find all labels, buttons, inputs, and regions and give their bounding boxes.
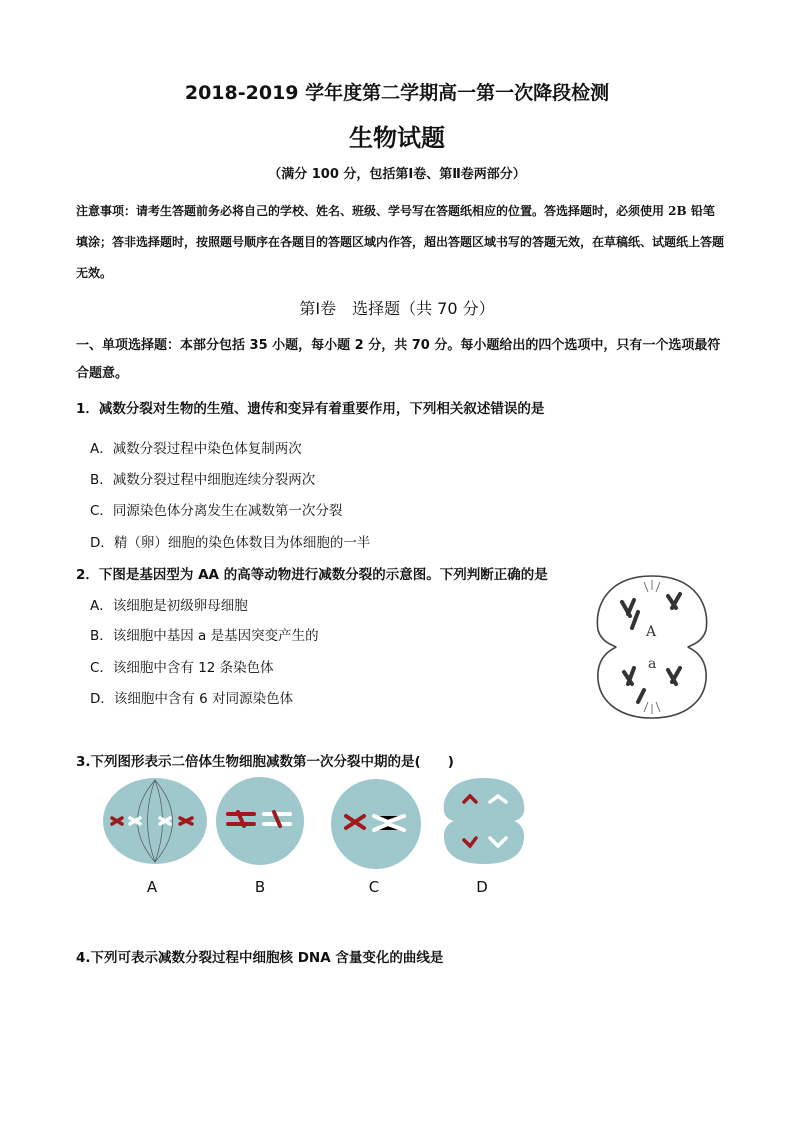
- question-3-stem: 3.下列图形表示二倍体生物细胞减数第一次分裂中期的是( ): [76, 754, 454, 770]
- q3-label-b: B: [254, 878, 266, 896]
- subject-title: 生物试题: [349, 124, 445, 152]
- q3-cell-figure-a: [100, 776, 210, 866]
- q3-cell-figure-b: [210, 776, 310, 866]
- question-2-option-c: C．该细胞中含有 12 条染色体: [90, 660, 274, 676]
- question-4-stem: 4.下列可表示减数分裂过程中细胞核 DNA 含量变化的曲线是: [76, 950, 444, 966]
- gene-label-a: a: [648, 656, 657, 672]
- question-1-option-d: D．精（卵）细胞的染色体数目为体细胞的一半: [90, 535, 371, 551]
- notice-text: 注意事项：请考生答题前务必将自己的学校、姓名、班级、学号写在答题纸相应的位置。答选择题时，必须使用 2B 铅笔填涂；答非选择题时，按照题号顺序在各题目的答题区域内作答，超出答题区域书写的答题无效，在草稿纸、试题纸上答题无效。: [76, 204, 725, 280]
- q3-label-a: A: [146, 878, 158, 896]
- score-note: （满分 100 分，包括第Ⅰ卷、第Ⅱ卷两部分）: [268, 167, 526, 182]
- question-2-stem: 2．下图是基因型为 AA 的高等动物进行减数分裂的示意图。下列判断正确的是: [76, 567, 548, 583]
- q3-cell-figure-d: [440, 776, 528, 866]
- gene-label-A: A: [646, 624, 657, 640]
- section-instructions: 一、单项选择题：本部分包括 35 小题，每小题 2 分，共 70 分。每小题给出的四个选项中，只有一个选项最符合题意。: [76, 338, 721, 381]
- question-1-option-b: B．减数分裂过程中细胞连续分裂两次: [90, 472, 316, 488]
- question-2-option-a: A．该细胞是初级卵母细胞: [90, 598, 248, 614]
- question-1-option-c: C．同源染色体分离发生在减数第一次分裂: [90, 503, 343, 519]
- exam-title: 2018-2019 学年度第二学期高一第一次降段检测: [184, 82, 610, 104]
- question-1-option-a: A．减数分裂过程中染色体复制两次: [90, 441, 302, 457]
- q3-label-c: C: [368, 878, 380, 896]
- q3-label-d: D: [476, 878, 488, 896]
- q3-cell-figure-c: [330, 776, 422, 872]
- question-1-stem: 1．减数分裂对生物的生殖、遗传和变异有着重要作用，下列相关叙述错误的是: [76, 401, 545, 417]
- question-2-option-b: B．该细胞中基因 a 是基因突变产生的: [90, 628, 319, 644]
- question-2-option-d: D．该细胞中含有 6 对同源染色体: [90, 691, 294, 707]
- dividing-cell-figure: [588, 572, 716, 722]
- section-title: 第Ⅰ卷 选择题（共 70 分）: [299, 299, 495, 318]
